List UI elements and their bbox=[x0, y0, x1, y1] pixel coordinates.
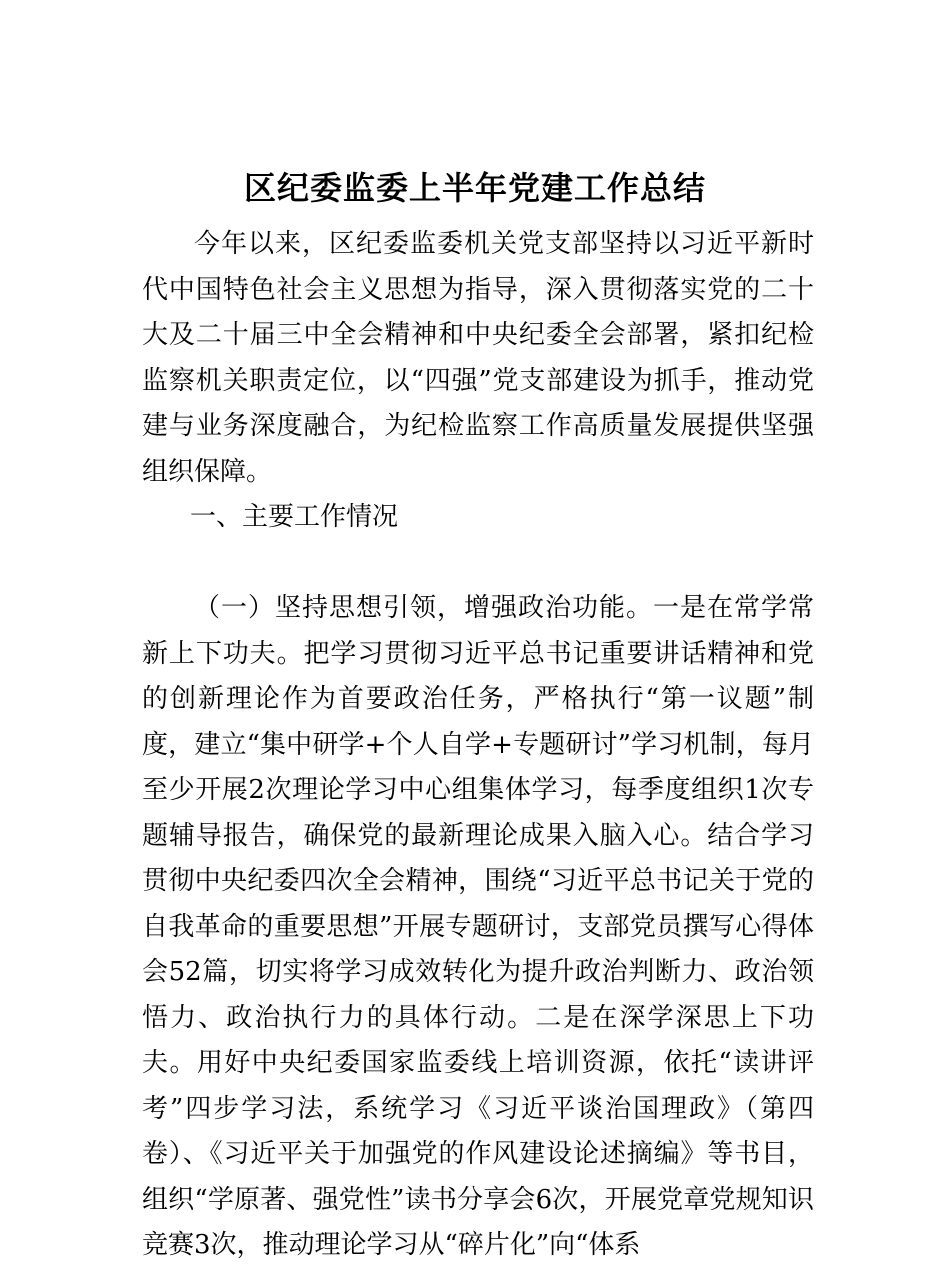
document-body bbox=[142, 222, 814, 1269]
section-paragraph: （一）坚持思想引领，增强政治功能。一是在常学常新上下功夫。把学习贯彻习近平总书记重要讲话精神和党的创新理论作为首要政治任务，严格执行“第一议题”制度，建立“集中研学+个人自学+专题研讨”学习机制，每月至少开展2次理论学习中心组集体学习，每季度组织1次专题辅导报告，确保党的最新理论成果入脑入心。结合学习贯彻中央纪委四次全会精神，围绕“习近平总书记关于党的自我革命的重要思想”开展专题研讨，支部党员撰写心得体会52篇，切实将学习成效转化为提升政治判断力、政治领悟力、政治执行力的具体行动。二是在深学深思上下功夫。用好中央纪委国家监委线上培训资源，依托“读讲评考”四步学习法，系统学习《习近平谈治国理政》（第四卷）、《习近平关于加强党的作风建设论述摘编》等书目，组织“学原著、强党性”读书分享会6次，开展党章党规知识竞赛3次，推动理论学习从“碎片化”向“体系 bbox=[142, 593, 814, 1260]
section-heading: 一、主要工作情况 bbox=[190, 502, 399, 532]
intro-paragraph: 今年以来，区纪委监委机关党支部坚持以习近平新时代中国特色社会主义思想为指导，深入贯彻落实党的二十大及二十届三中全会精神和中央纪委全会部署，紧扣纪检监察机关职责定位，以“四强”党支部建设为抓手，推动党建与业务深度融合，为纪检监察工作高质量发展提供坚强组织保障。 bbox=[142, 229, 814, 487]
document-title: 区纪委监委上半年党建工作总结 bbox=[243, 169, 706, 207]
